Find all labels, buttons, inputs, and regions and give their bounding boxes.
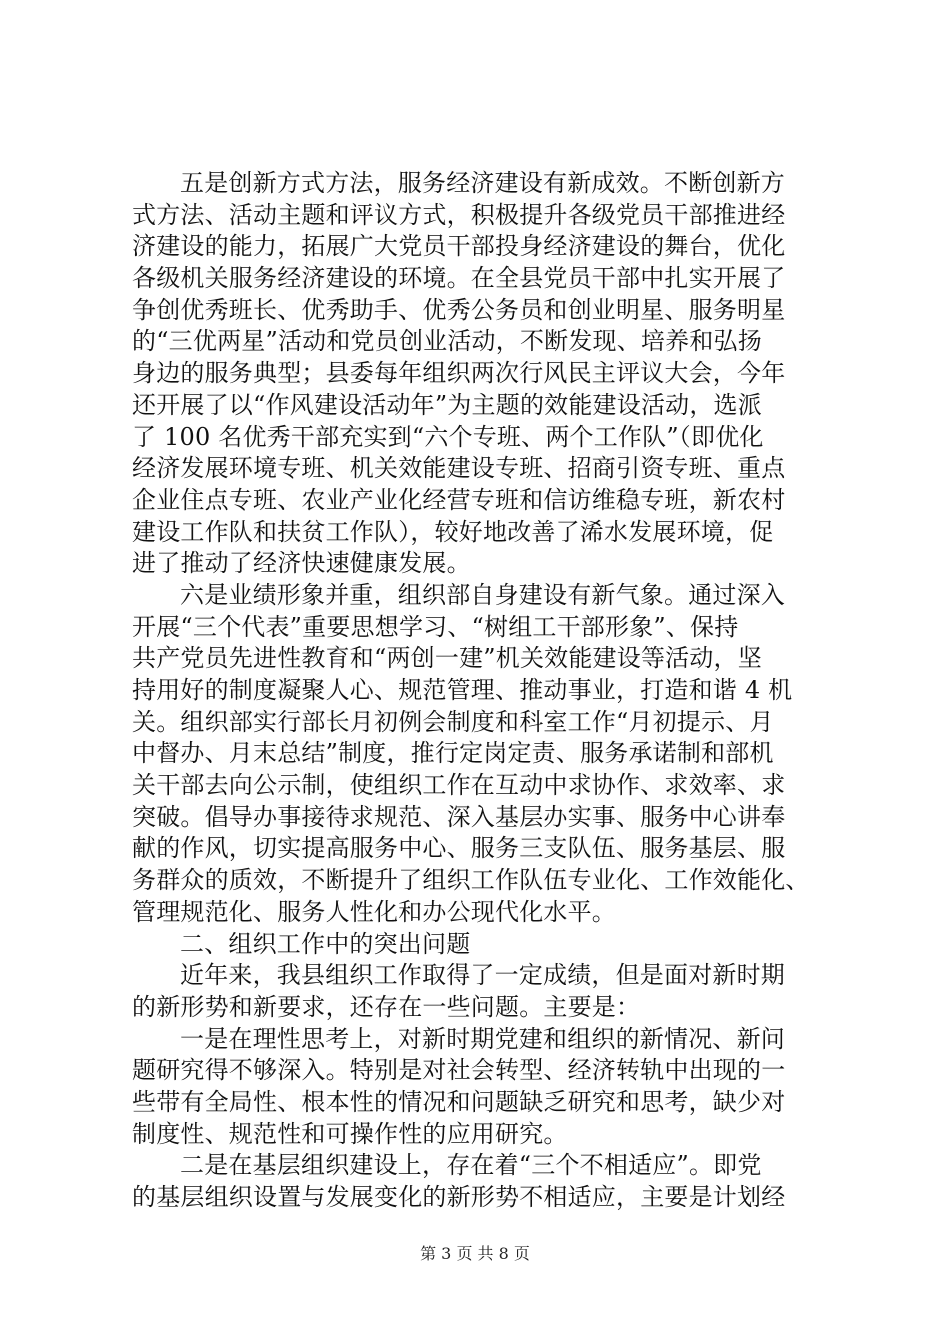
paragraph-line: 献的作风，切实提高服务中心、服务三支队伍、服务基层、服 xyxy=(132,834,786,863)
paragraph-line: 关干部去向公示制，使组织工作在互动中求协作、求效率、求 xyxy=(132,771,786,800)
paragraph-line: 开展“三个代表”重要思想学习、“树组工干部形象”、保持 xyxy=(132,612,739,641)
paragraph-line: 还开展了以“作风建设活动年”为主题的效能建设活动，选派 xyxy=(132,390,762,419)
paragraph-line: 的新形势和新要求，还存在一些问题。主要是： xyxy=(132,992,641,1021)
paragraph-line: 了 100 名优秀干部充实到“六个专班、两个工作队”（即优化 xyxy=(132,422,764,451)
paragraph-line: 一是在理性思考上，对新时期党建和组织的新情况、新问 xyxy=(180,1024,785,1053)
paragraph-line: 突破。倡导办事接待求规范、深入基层办实事、服务中心讲奉 xyxy=(132,802,786,831)
paragraph-line: 争创优秀班长、优秀助手、优秀公务员和创业明星、服务明星 xyxy=(132,295,786,324)
paragraph-line: 中督办、月末总结”制度，推行定岗定责、服务承诺制和部机 xyxy=(132,739,774,768)
paragraph-line: 的“三优两星”活动和党员创业活动，不断发现、培养和弘扬 xyxy=(132,327,762,356)
section-heading: 二、组织工作中的突出问题 xyxy=(180,929,471,958)
paragraph-line: 各级机关服务经济建设的环境。在全县党员干部中扎实开展了 xyxy=(132,264,786,293)
paragraph-line: 持用好的制度凝聚人心、规范管理、推动事业，打造和谐 4 机 xyxy=(132,676,793,704)
paragraph-line: 济建设的能力，拓展广大党员干部投身经济建设的舞台，优化 xyxy=(132,232,786,261)
paragraph-line: 建设工作队和扶贫工作队），较好地改善了浠水发展环境，促 xyxy=(132,517,774,546)
paragraph-line: 身边的服务典型；县委每年组织两次行风民主评议大会，今年 xyxy=(132,359,786,388)
paragraph-line: 近年来，我县组织工作取得了一定成绩，但是面对新时期 xyxy=(180,961,785,990)
page-number-footer: 第 3 页 共 8 页 xyxy=(420,1244,530,1263)
paragraph-line: 式方法、活动主题和评议方式，积极提升各级党员干部推进经 xyxy=(132,200,786,229)
paragraph-line: 经济发展环境专班、机关效能建设专班、招商引资专班、重点 xyxy=(132,454,786,483)
paragraph-line: 务群众的质效，不断提升了组织工作队伍专业化、工作效能化、 xyxy=(132,866,810,895)
body-text xyxy=(132,168,832,1214)
paragraph-line: 共产党员先进性教育和“两创一建”机关效能建设等活动，坚 xyxy=(132,644,762,673)
paragraph-line: 题研究得不够深入。特别是对社会转型、经济转轨中出现的一 xyxy=(132,1056,786,1085)
paragraph-line: 企业住点专班、农业产业化经营专班和信访维稳专班，新农村 xyxy=(132,485,786,514)
paragraph-line: 进了推动了经济快速健康发展。 xyxy=(132,549,471,578)
paragraph-line: 二是在基层组织建设上，存在着“三个不相适应”。即党 xyxy=(180,1151,762,1180)
paragraph-line: 的基层组织设置与发展变化的新形势不相适应，主要是计划经 xyxy=(132,1183,786,1211)
paragraph-line: 五是创新方式方法，服务经济建设有新成效。不断创新方 xyxy=(180,169,785,197)
paragraph-line: 六是业绩形象并重，组织部自身建设有新气象。通过深入 xyxy=(180,580,785,609)
paragraph-line: 些带有全局性、根本性的情况和问题缺乏研究和思考，缺少对 xyxy=(132,1087,786,1116)
paragraph-line: 关。组织部实行部长月初例会制度和科室工作“月初提示、月 xyxy=(132,707,774,736)
paragraph-line: 管理规范化、服务人性化和办公现代化水平。 xyxy=(132,897,616,926)
paragraph-line: 制度性、规范性和可操作性的应用研究。 xyxy=(132,1119,568,1148)
